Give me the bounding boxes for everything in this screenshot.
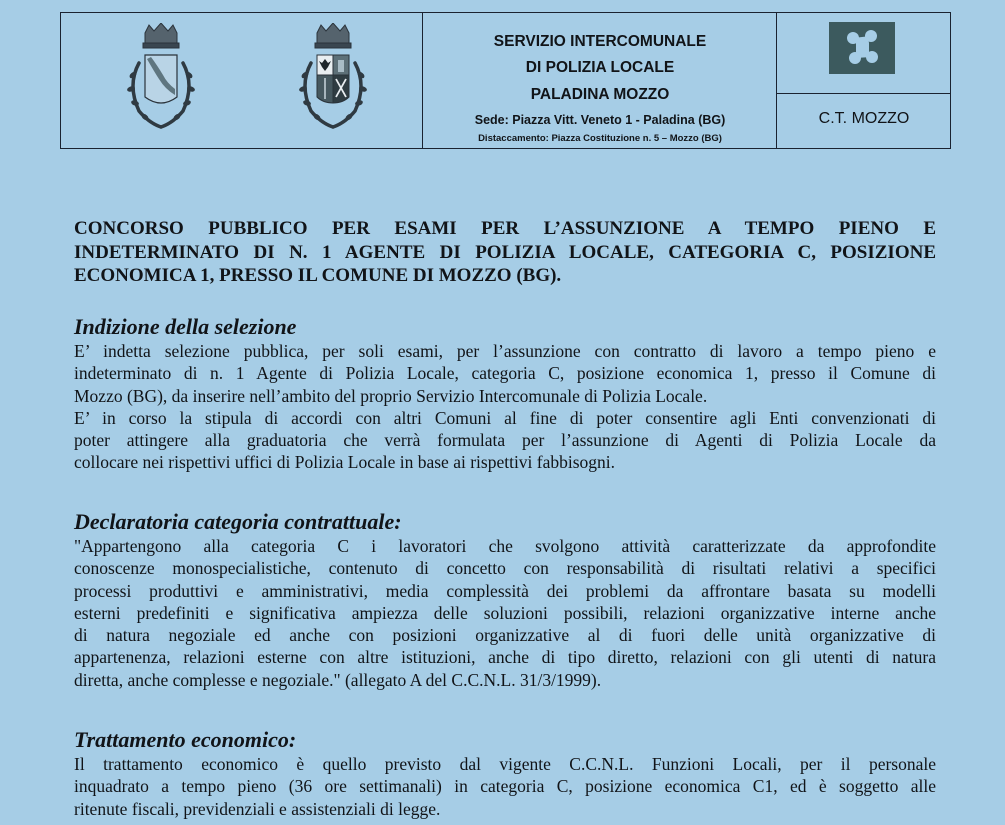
ct-mozzo-label: C.T. MOZZO (818, 110, 910, 127)
text-line: collocare nei rispettivi uffici di Polizia Locale in base ai rispettivi fabbisogni. (74, 452, 616, 473)
lombardia-flag-icon (829, 22, 895, 74)
title-line: CONCORSO PUBBLICO PER ESAMI PER L’ASSUNZIONE A TEMPO PIENO E (74, 218, 936, 239)
section-body-trattamento (74, 753, 936, 820)
text-line: ritenute fiscali, previdenziali e assistenziali di legge. (74, 798, 441, 819)
letterhead-box (60, 12, 951, 149)
document-title (74, 217, 936, 288)
text-line: Il trattamento economico è quello previsto dal vigente C.C.N.L. Funzioni Locali, per il personale (74, 754, 936, 774)
text-line: conoscenze monospecialistiche, contenuto di concetto con responsabilità di risultati relativi a specifici (74, 558, 936, 579)
section-heading-trattamento: Trattamento economico: (74, 727, 297, 752)
text-line: E’ in corso la stipula di accordi con altri Comuni al fine di poter consentire agli Enti convenzionati di (74, 407, 936, 428)
mozzo-crest-icon (293, 23, 373, 135)
text-line: poter attingere alla graduatoria che verrà formulata per l’assunzione di Agenti di Polizia Locale da (74, 430, 936, 451)
paladina-crest-icon (121, 23, 201, 135)
title-line: INDETERMINATO DI N. 1 AGENTE DI POLIZIA LOCALE, CATEGORIA C, POSIZIONE (74, 241, 936, 263)
org-line-1: SERVIZIO INTERCOMUNALE (493, 33, 707, 50)
divider-right-cell (776, 93, 950, 94)
section-heading-indizione: Indizione della selezione (74, 314, 297, 339)
text-line: appartenenza, relazioni esterne con altre istituzioni, anche di tipo diretto, relazioni con gli utenti di natura (74, 647, 936, 668)
title-line: ECONOMICA 1, PRESSO IL COMUNE DI MOZZO (BG). (74, 265, 562, 286)
text-line: inquadrato a tempo pieno (36 ore settimanali) in categoria C, posizione economica C1, ed è soggetto alle (74, 776, 936, 797)
text-line: processi produttivi e amministrativi, media complessità dei problemi da affrontare basata su modelli (74, 580, 936, 601)
text-line: esterni predefiniti e significativa ampiezza delle soluzioni possibili, relazioni organizzative interne anche (74, 602, 936, 623)
section-body-indizione (74, 340, 936, 474)
org-line-2: DI POLIZIA LOCALE (525, 59, 675, 76)
organization-block (423, 13, 777, 148)
distaccamento-address: Distaccamento: Piazza Costituzione n. 5 – Mozzo (BG) (478, 133, 722, 144)
sede-address: Sede: Piazza Vitt. Veneto 1 - Paladina (BG) (474, 113, 726, 127)
text-line: di natura negoziale ed anche con posizioni organizzative al di fuori delle unità organizzative di (74, 625, 936, 646)
section-heading-declaratoria: Declaratoria categoria contrattuale: (74, 509, 402, 534)
text-line: E’ indetta selezione pubblica, per soli esami, per l’assunzione con contratto di lavoro a tempo pieno e (74, 341, 936, 361)
text-line: "Appartengono alla categoria C i lavoratori che svolgono attività caratterizzate da approfondite (74, 536, 936, 556)
section-body-declaratoria (74, 535, 936, 691)
text-line: diretta, anche complesse e negoziale." (allegato A del C.C.N.L. 31/3/1999). (74, 669, 602, 690)
text-line: Mozzo (BG), da inserire nell’ambito del proprio Servizio Intercomunale di Polizia Locale. (74, 385, 708, 406)
org-line-3: PALADINA MOZZO (530, 86, 670, 103)
text-line: indeterminato di n. 1 Agente di Polizia Locale, categoria C, posizione economica 1, presso il Comune di (74, 363, 936, 384)
